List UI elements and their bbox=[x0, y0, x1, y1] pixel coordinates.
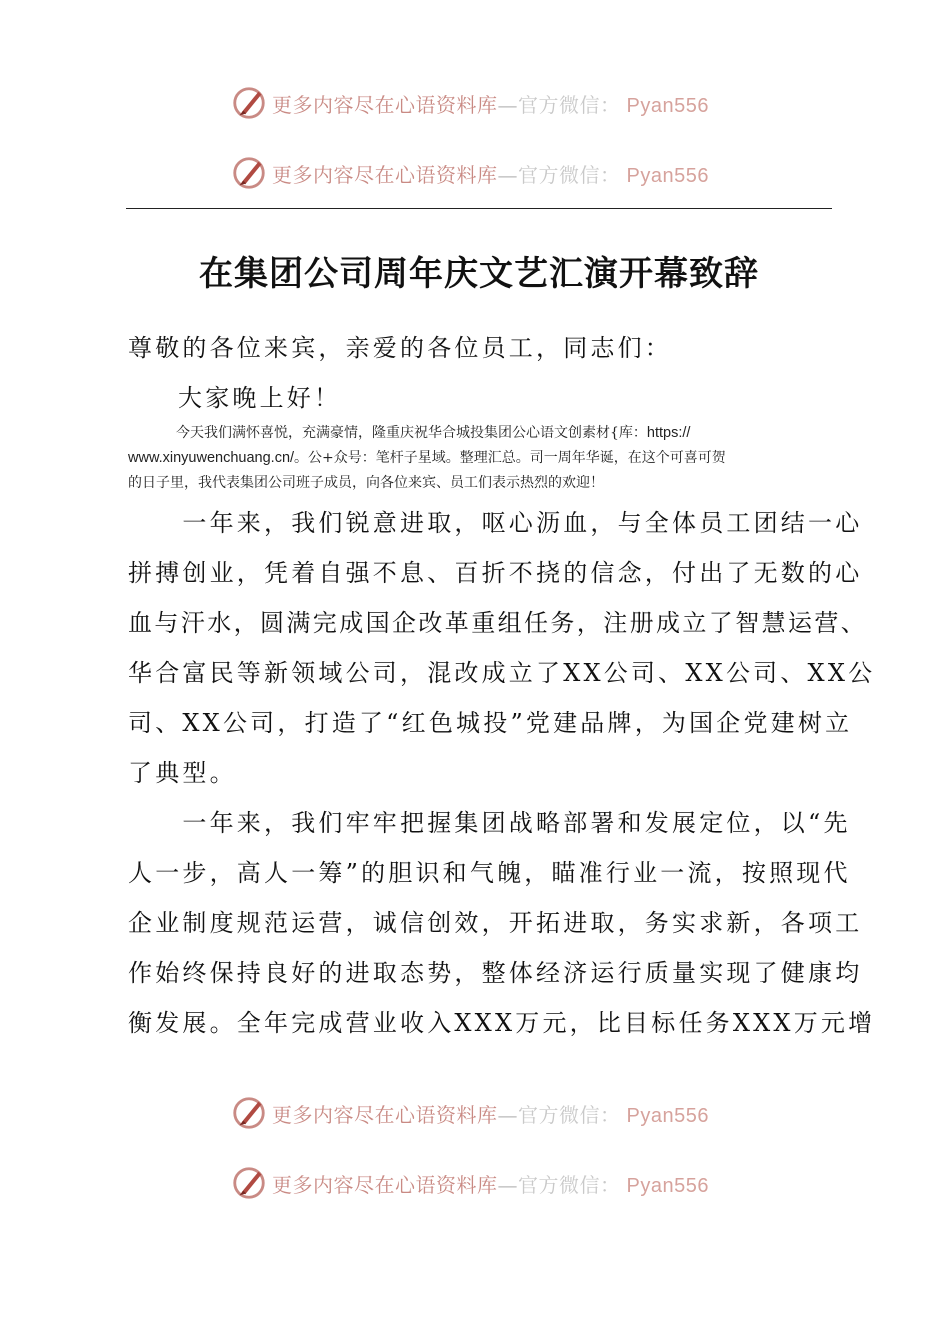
pen-nib-logo-icon bbox=[230, 1094, 268, 1132]
paragraph-line: 人一步，高人一筹”的胆识和气魄，瞄准行业一流，按照现代 bbox=[128, 859, 851, 887]
watermark-wechat-label: 官方微信： bbox=[518, 92, 621, 117]
header-divider bbox=[126, 208, 832, 209]
watermark-wechat-label: 官方微信： bbox=[518, 1102, 621, 1127]
watermark-text: 更多内容尽在心语资料库 bbox=[272, 92, 498, 117]
small-paragraph-line bbox=[128, 446, 834, 471]
watermark-wechat-label: 官方微信： bbox=[518, 162, 621, 187]
small-text-url: www.xinyuwenchuang.cn/ bbox=[128, 450, 295, 466]
paragraph-line: 一年来，我们牢牢把握集团战略部署和发展定位，以“先 bbox=[128, 809, 851, 837]
pen-nib-logo-icon bbox=[230, 154, 268, 192]
paragraph-line: 拼搏创业，凭着自强不息、百折不挠的信念，付出了无数的心 bbox=[128, 559, 863, 587]
salutation: 尊敬的各位来宾，亲爱的各位员工，同志们： bbox=[128, 334, 672, 362]
watermark-dash: — bbox=[497, 1102, 518, 1127]
paragraph-line: 企业制度规范运营，诚信创效，开拓进取，务实求新，各项工 bbox=[128, 909, 863, 937]
paragraph-line: 了典型。 bbox=[128, 759, 237, 787]
small-paragraph-line bbox=[128, 421, 834, 446]
watermark-banner bbox=[230, 83, 750, 123]
watermark-wechat-id: Pyan556 bbox=[626, 94, 709, 117]
small-paragraph-line: 的日子里，我代表集团公司班子成员，向各位来宾、员工们表示热烈的欢迎！ bbox=[128, 475, 604, 491]
watermark-banner bbox=[230, 1163, 750, 1203]
watermark-banner bbox=[230, 153, 750, 193]
paragraph-line: 作始终保持良好的进取态势，整体经济运行质量实现了健康均 bbox=[128, 959, 863, 987]
watermark-text: 更多内容尽在心语资料库 bbox=[272, 162, 498, 187]
paragraph-line: 衡发展。全年完成营业收入XXX万元，比目标任务XXX万元增 bbox=[128, 1009, 876, 1037]
paragraph-line: 华合富民等新领域公司，混改成立了XX公司、XX公司、XX公 bbox=[128, 659, 876, 687]
watermark-dash: — bbox=[497, 1172, 518, 1197]
small-text: 今天我们满怀喜悦，充满豪情，隆重庆祝华合城投集团公心语文创素材{库： bbox=[176, 425, 647, 441]
watermark-text: 更多内容尽在心语资料库 bbox=[272, 1102, 498, 1127]
document-title: 在集团公司周年庆文艺汇演开幕致辞 bbox=[199, 254, 759, 294]
watermark-banner bbox=[230, 1093, 750, 1133]
watermark-wechat-id: Pyan556 bbox=[626, 164, 709, 187]
greeting: 大家晚上好！ bbox=[178, 384, 342, 412]
watermark-dash: — bbox=[497, 162, 518, 187]
watermark-wechat-label: 官方微信： bbox=[518, 1172, 621, 1197]
pen-nib-logo-icon bbox=[230, 1164, 268, 1202]
small-text-url: https:// bbox=[646, 425, 691, 441]
paragraph-line: 司、XX公司，打造了“红色城投”党建品牌，为国企党建树立 bbox=[128, 709, 853, 737]
watermark-dash: — bbox=[497, 92, 518, 117]
paragraph-line: 血与汗水，圆满完成国企改革重组任务，注册成立了智慧运营、 bbox=[128, 609, 868, 637]
pen-nib-logo-icon bbox=[230, 84, 268, 122]
small-text: 。公+众号：笔杆子星域。整理汇总。司一周年华诞，在这个可喜可贺 bbox=[294, 450, 726, 466]
watermark-wechat-id: Pyan556 bbox=[626, 1104, 709, 1127]
watermark-text: 更多内容尽在心语资料库 bbox=[272, 1172, 498, 1197]
paragraph-line: 一年来，我们锐意进取，呕心沥血，与全体员工团结一心 bbox=[128, 509, 863, 537]
watermark-wechat-id: Pyan556 bbox=[626, 1174, 709, 1197]
